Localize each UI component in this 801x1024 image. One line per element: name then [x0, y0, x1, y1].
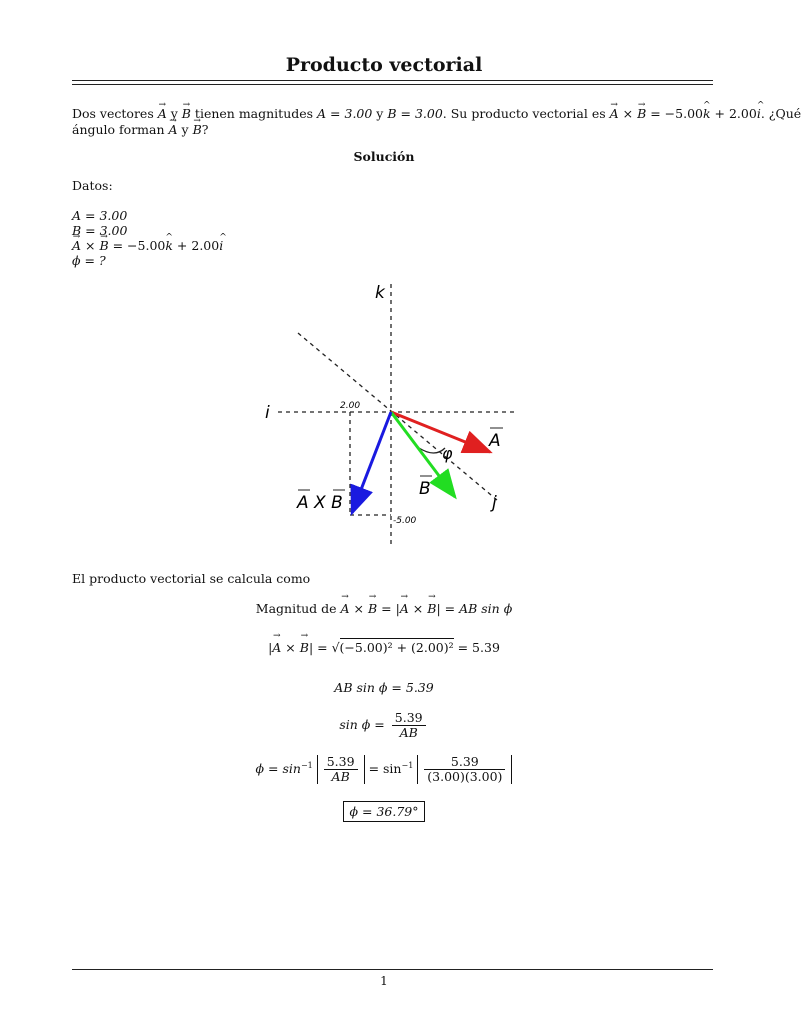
equation-magnitude-value: |→ A × → B| = √(−5.00)² + (2.00)² = 5.39: [0, 640, 768, 655]
equation-sinphi: sin ϕ = $\frac{5.39}{AB}$: [0, 711, 768, 740]
result-box: ϕ = 36.79°: [0, 801, 768, 822]
label-b: B: [419, 479, 431, 499]
datos-cross: → A × → B = −5.00^ k + 2.00^ i: [72, 238, 223, 254]
datos-phi: ϕ = ?: [72, 253, 106, 268]
equation-phi-arcsin: $\phi = \sin^{-1}$ $\frac{5.39}{AB}$ = $\sin^{-1}$ $\frac{5.39}{(3.00)(3.00)}$: [0, 755, 768, 784]
label-k: k: [375, 283, 385, 303]
datos-a: A = 3.00: [72, 208, 128, 223]
tick-2: 2.00: [340, 401, 361, 411]
problem-line-2: ángulo forman → A y → B?: [72, 122, 208, 138]
page-title: Producto vectorial: [285, 54, 483, 76]
label-j: j: [492, 493, 497, 513]
problem-line-1: Dos vectores → A y → B tienen magnitudes A = 3.00 y B = 3.00. Su producto vectorial es → A × → B = −5.00^ k + 2.00^ i. ¿Qué: [72, 106, 801, 122]
tick-minus-5: -5.00: [393, 516, 417, 526]
equation-absinphi: AB sin ϕ = 5.39: [334, 680, 434, 695]
datos-b: B = 3.00: [72, 223, 128, 238]
page-number: 1: [380, 974, 388, 988]
label-axb: A X B: [297, 493, 343, 513]
label-a: A: [489, 431, 501, 451]
solution-heading: Solución: [353, 149, 415, 164]
equation-magnitude: Magnitud de → A × → B = |→ A × → B| = AB sin ϕ: [0, 601, 768, 616]
vector-axb-arrow: [352, 412, 391, 513]
intro-calc: El producto vectorial se calcula como: [72, 571, 311, 586]
footer-rule: [72, 969, 713, 970]
datos-label: Datos:: [72, 178, 113, 193]
label-phi: φ: [442, 444, 453, 463]
label-i: i: [265, 403, 270, 423]
j-axis: [298, 333, 497, 500]
